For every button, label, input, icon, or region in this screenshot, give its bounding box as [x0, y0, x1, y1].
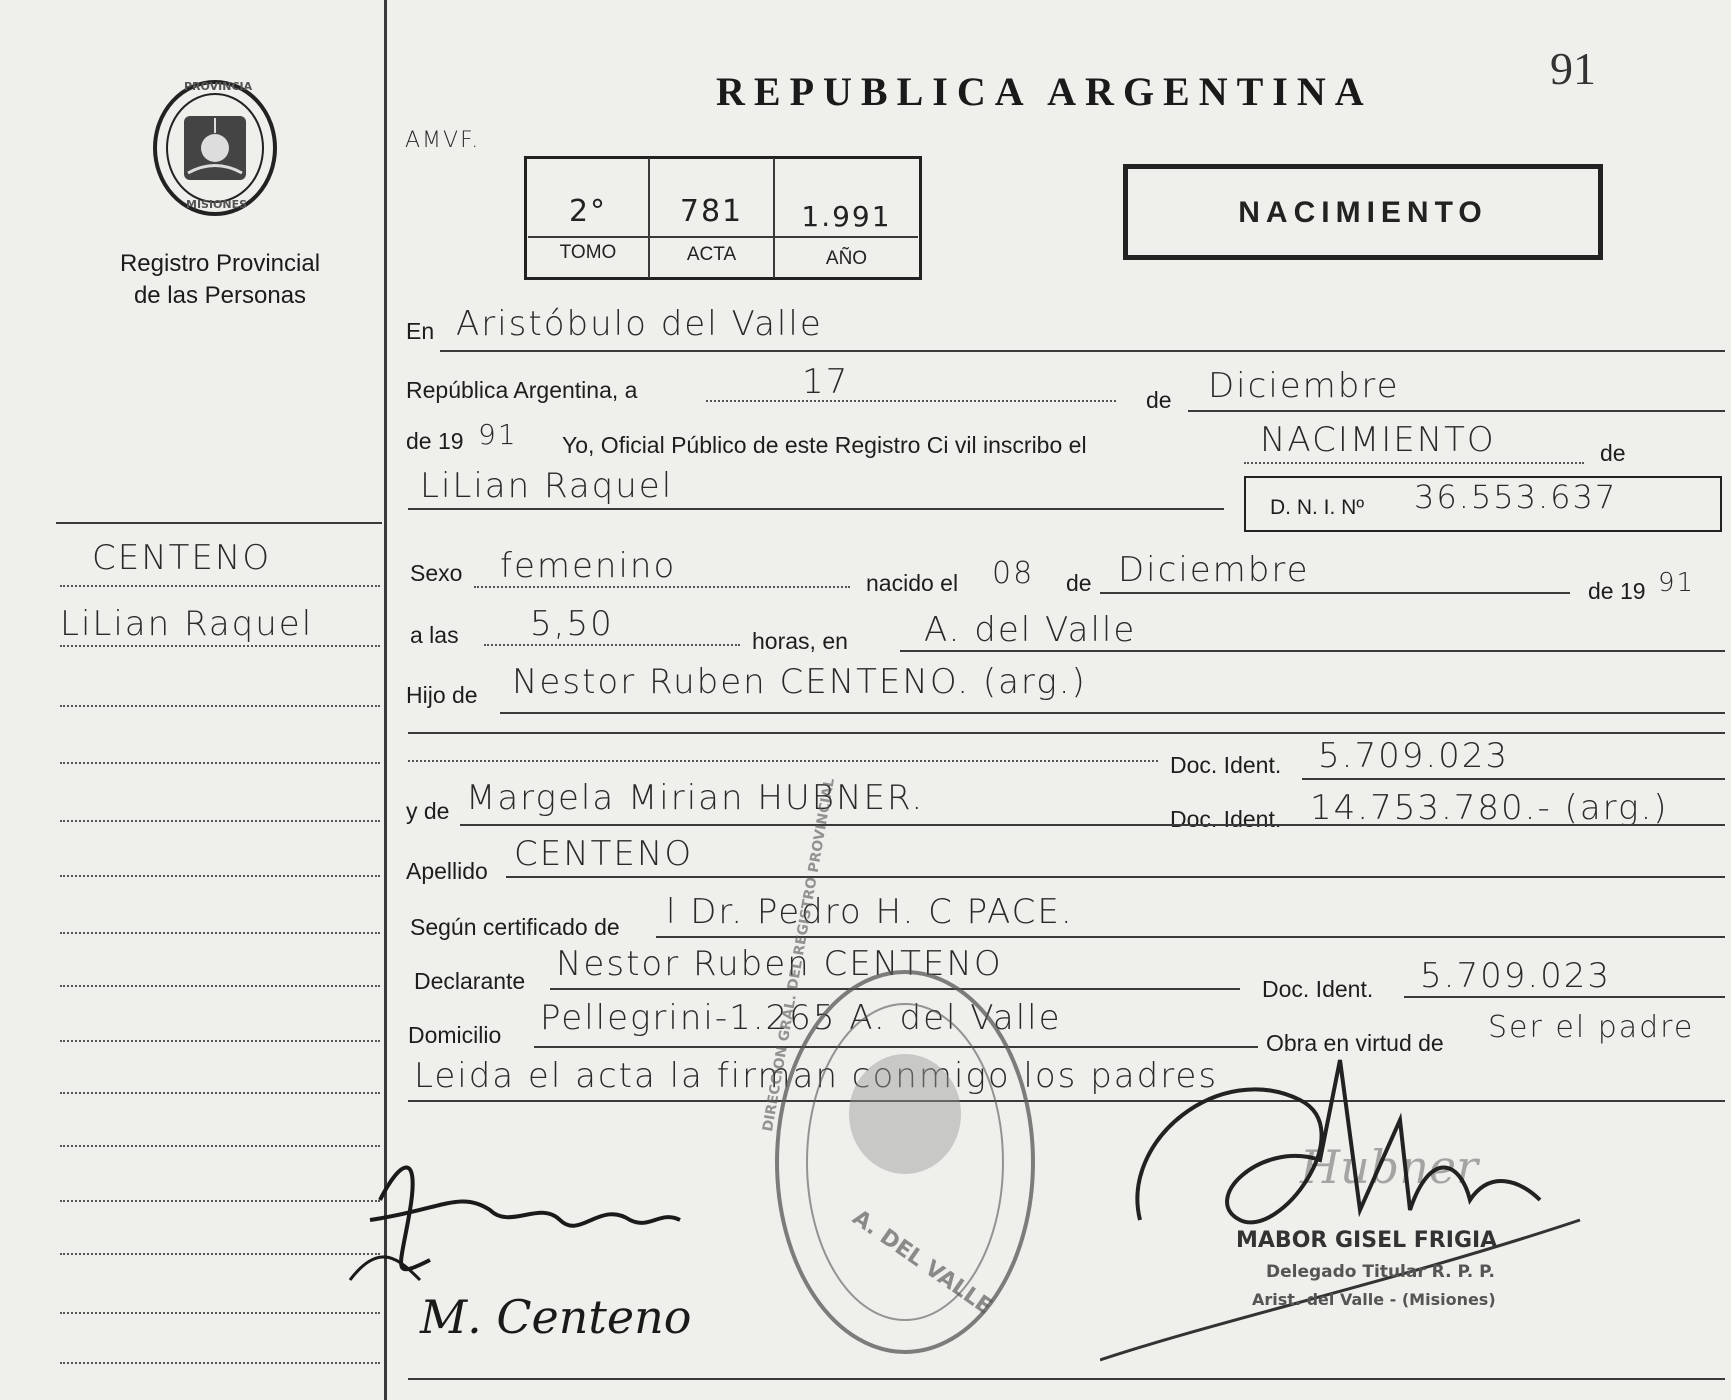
- father-line-2: [408, 732, 1725, 734]
- sexo-label: Sexo: [410, 560, 463, 586]
- anio-value: 1.991: [801, 200, 892, 233]
- certificado-line: [656, 936, 1725, 938]
- republica-label: República Argentina, a: [406, 377, 638, 403]
- birth-month: Diciembre: [1118, 550, 1310, 590]
- margin-line: [60, 585, 380, 587]
- margin-line: [60, 875, 380, 877]
- dni-label: D. N. I. Nº: [1270, 496, 1365, 519]
- nacido-label: nacido el: [866, 570, 959, 596]
- yde-label: y de: [406, 798, 450, 824]
- declarante-value: Nestor Ruben CENTENO: [556, 944, 1003, 984]
- de-label: de: [1146, 387, 1172, 413]
- margin-line: [60, 1362, 380, 1364]
- certificado-label: Según certificado de: [410, 914, 620, 940]
- father-doc-leader: [408, 760, 1158, 762]
- signature-hubner: Hubner: [1300, 1140, 1479, 1194]
- child-name: LiLian Raquel: [420, 466, 674, 506]
- registry-name-line1: Registro Provincial: [119, 250, 321, 277]
- official-stamp-line2: Delegado Titular R. P. P.: [1266, 1262, 1495, 1282]
- hijo-label: Hijo de: [406, 682, 478, 708]
- margin-line: [60, 1145, 380, 1147]
- father-doc-line: [1302, 778, 1725, 780]
- record-box-rule: [528, 236, 918, 238]
- inscribo-line: [1244, 462, 1584, 464]
- anio-label: AÑO: [825, 248, 868, 269]
- en-line: [440, 350, 1725, 352]
- hour-line: [484, 644, 740, 646]
- page-number: 91: [1550, 43, 1596, 94]
- margin-line: [60, 820, 380, 822]
- en-label: En: [406, 318, 435, 344]
- horas-label: horas, en: [752, 628, 848, 654]
- birth-month-line: [1100, 592, 1570, 594]
- stamp-place-text: A. DEL VALLE: [847, 1205, 997, 1320]
- stamp-ring-text: DIRECCION GRAL. DEL REGISTRO PROVINCIAL: [760, 777, 838, 1133]
- doc-ident-label: Doc. Ident.: [1170, 806, 1282, 832]
- margin-surname: CENTENO: [92, 538, 272, 578]
- birth-year-suffix: 91: [1658, 568, 1696, 598]
- official-text: Yo, Oficial Público de este Registro Ci vil inscribo el: [562, 432, 1087, 458]
- margin-line: [60, 762, 380, 764]
- margin-line: [60, 1200, 380, 1202]
- father-doc: 5.709.023: [1318, 736, 1510, 776]
- a-las-label: a las: [410, 622, 459, 648]
- apellido-label: Apellido: [406, 858, 488, 884]
- mother-doc: 14.753.780.- (arg.): [1310, 788, 1669, 828]
- birth-year-prefix: de 19: [1588, 578, 1646, 604]
- declarante-doc: 5.709.023: [1420, 956, 1612, 996]
- inscribo-value: NACIMIENTO: [1260, 420, 1496, 460]
- margin-line: [60, 1253, 380, 1255]
- margin-line: [60, 1040, 380, 1042]
- tomo-label: TOMO: [559, 242, 617, 263]
- father-value: Nestor Ruben CENTENO. (arg.): [512, 662, 1087, 702]
- sexo-line: [474, 586, 850, 588]
- en-value: Aristóbulo del Valle: [456, 304, 823, 344]
- margin-line: [60, 645, 380, 647]
- seal-text-top: PROVINCIA: [184, 80, 253, 93]
- dni-value: 36.553.637: [1414, 478, 1618, 516]
- domicilio-label: Domicilio: [408, 1022, 502, 1048]
- registry-name: [60, 248, 380, 312]
- birth-day: 08: [992, 556, 1035, 591]
- year-prefix: de 19: [406, 428, 464, 454]
- hour-value: 5,50: [530, 604, 614, 644]
- registry-stamp-icon: [770, 964, 1040, 1360]
- place-line: [900, 650, 1725, 652]
- apellido-line: [506, 876, 1725, 878]
- margin-line: [60, 1312, 380, 1314]
- doc-ident-label: Doc. Ident.: [1262, 976, 1374, 1002]
- registry-name-line2: de las Personas: [133, 282, 307, 309]
- seal-text-bottom: MISIONES: [186, 198, 248, 211]
- child-name-line: [408, 508, 1224, 510]
- document-title: REPUBLICA ARGENTINA: [716, 69, 1373, 114]
- leida-value: Leida el acta la firman conmigo los padres: [414, 1056, 1219, 1096]
- domicilio-value: Pellegrini-1.265 A. del Valle: [540, 998, 1062, 1038]
- year-suffix: 91: [478, 418, 518, 451]
- father-line: [500, 712, 1725, 714]
- day-value: 17: [802, 362, 850, 402]
- de-label3: de: [1066, 570, 1092, 596]
- day-line: [706, 400, 1116, 402]
- margin-top-rule: [56, 522, 382, 524]
- obra-value: Ser el padre: [1488, 1010, 1695, 1045]
- margin-line: [60, 985, 380, 987]
- month-line: [1188, 410, 1725, 412]
- de-label2: de: [1600, 440, 1626, 466]
- tomo-value: 2°: [568, 194, 608, 229]
- provincial-seal-icon: [148, 78, 282, 218]
- obra-label: Obra en virtud de: [1266, 1030, 1444, 1056]
- margin-line: [60, 705, 380, 707]
- signature-hubner-icon: [1100, 1020, 1600, 1380]
- month-value: Diciembre: [1208, 366, 1400, 406]
- declarante-doc-line: [1404, 996, 1725, 998]
- sexo-value: femenino: [500, 546, 677, 586]
- mother-line: [460, 824, 1725, 826]
- margin-line: [60, 1092, 380, 1094]
- official-stamp-line1: MABOR GISEL FRIGIA: [1236, 1228, 1498, 1253]
- mother-value: Margela Mirian HUBNER.: [466, 778, 925, 818]
- official-stamp-line3: Arist. del Valle - (Misiones): [1252, 1290, 1496, 1309]
- margin-given-names: LiLian Raquel: [60, 604, 314, 644]
- margin-line: [60, 932, 380, 934]
- certificado-value: l Dr. Pedro H. C PACE.: [666, 892, 1074, 932]
- initials: AMVF.: [405, 128, 481, 153]
- acta-label: ACTA: [686, 244, 737, 265]
- doc-ident-label: Doc. Ident.: [1170, 752, 1282, 778]
- place-value: A. del Valle: [924, 610, 1137, 650]
- declarante-label: Declarante: [414, 968, 526, 994]
- signature-m-centeno: M. Centeno: [420, 1290, 692, 1344]
- acta-value: 781: [679, 194, 744, 229]
- apellido-value: CENTENO: [514, 834, 694, 874]
- act-type: NACIMIENTO: [1238, 196, 1488, 229]
